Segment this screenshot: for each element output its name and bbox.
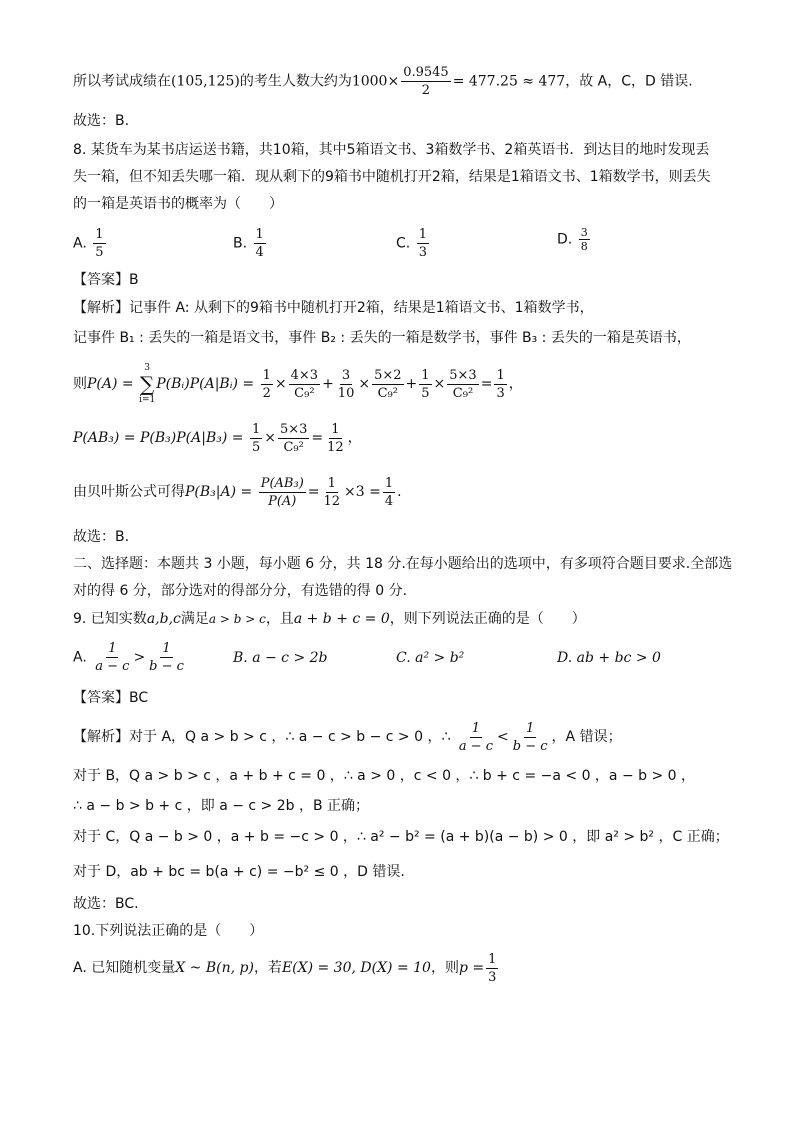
math: ×3 = — [344, 484, 381, 500]
text: ，若 — [253, 960, 282, 976]
numerator: 1 — [384, 475, 394, 491]
question-8-text: 失一箱，但不知丢失哪一箱．现从剩下的9箱书中随机打开2箱，结果是1箱语文书、1箱数学书，则丢失 — [73, 169, 711, 185]
question-8-text: 8. 某货车为某书店运送书籍，共10箱，其中5箱语文书、3箱数学书、2箱英语书．到达目的地时发现丢 — [73, 142, 710, 158]
fraction — [511, 720, 550, 755]
section-2-heading: 对的得 6 分，部分选对的得部分分，有选错的得 0 分. — [73, 583, 408, 599]
math: P(B₃|A) = — [185, 484, 253, 500]
fraction — [336, 367, 357, 402]
solution-8-formula-pa — [73, 362, 734, 406]
q9-option-a — [73, 640, 188, 675]
math: a + b + c = 0 — [293, 611, 390, 627]
text: 9. 已知实数 — [73, 611, 147, 627]
numerator: 1 — [418, 227, 427, 242]
math: P(AB₃) = P(B₃)P(A|B₃) = — [73, 430, 244, 446]
fraction — [457, 720, 495, 755]
section-2-heading: 二、选择题：本题共 3 小题，每小题 6 分，共 18 分.在每小题给出的选项中，有多项符合题目要求.全部选 — [73, 556, 733, 572]
math: × — [264, 430, 276, 446]
text: ，则 — [430, 960, 459, 976]
fraction — [322, 475, 343, 510]
denominator: 2 — [262, 385, 271, 401]
numerator: 3 — [341, 367, 351, 383]
denominator: a − c — [458, 738, 494, 754]
option-label: A. — [73, 649, 87, 666]
math: > — [133, 649, 146, 666]
fraction — [254, 226, 266, 261]
denominator: 3 — [418, 245, 427, 260]
fraction — [147, 640, 186, 675]
text: ， — [508, 376, 523, 392]
numerator: 1 — [331, 421, 340, 437]
q9-option-b: B. a − c > 2b — [233, 650, 328, 666]
numerator: 0.9545 — [403, 65, 449, 80]
math: = — [311, 430, 324, 446]
solution-8-formula-pab3 — [73, 418, 734, 458]
fraction — [579, 226, 590, 253]
denominator: P(A) — [268, 493, 297, 509]
text: A. 已知随机变量 — [73, 960, 176, 976]
math: < — [497, 729, 509, 745]
sum-upper: 3 — [144, 363, 151, 373]
numerator: 1 — [327, 475, 336, 491]
answer-9: 【答案】BC — [73, 690, 149, 706]
solution-9-line: 对于 D，ab + bc = b(a + c) = −b² ≤ 0 ，D 错误. — [73, 864, 405, 880]
q8-option-c — [396, 226, 431, 261]
numerator: 1 — [262, 367, 271, 383]
option-label: A. — [73, 235, 87, 252]
denominator: 12 — [327, 439, 344, 455]
math: = — [307, 484, 320, 500]
solution-9-line — [73, 717, 734, 757]
q8-option-d — [557, 226, 592, 253]
numerator: 5×2 — [374, 367, 402, 383]
fraction — [289, 367, 320, 402]
denominator: 12 — [323, 493, 341, 509]
denominator: 10 — [337, 385, 355, 401]
fraction — [325, 421, 346, 456]
text: 满足 — [180, 611, 209, 627]
denominator: C₉² — [377, 385, 398, 401]
q8-option-b — [233, 226, 268, 261]
math: p = — [458, 960, 485, 976]
math: a,b,c — [146, 611, 181, 627]
math: 1000× — [351, 73, 400, 90]
q8-option-a — [73, 226, 108, 261]
denominator: b − c — [512, 738, 548, 754]
fraction — [278, 421, 309, 456]
math: E(X) = 30, D(X) = 10 — [281, 960, 431, 976]
answer-select-line: 故选：B. — [73, 113, 130, 129]
denominator: C₉² — [294, 385, 315, 401]
answer-8: 【答案】B — [73, 272, 139, 288]
denominator: a − c — [95, 659, 130, 674]
math: a > b > c — [208, 612, 266, 626]
denominator: C₉² — [283, 439, 304, 455]
text: ，A 错误； — [551, 729, 622, 745]
fraction — [93, 640, 131, 675]
text: 由贝叶斯公式可得 — [73, 484, 185, 500]
fraction — [250, 421, 262, 456]
q9-option-c: C. a² > b² — [396, 650, 465, 666]
math: = 477.25 ≈ 477 — [452, 73, 566, 90]
denominator: b − c — [149, 659, 184, 674]
text: 所以考试成绩在 — [73, 73, 171, 90]
denominator: 8 — [580, 240, 588, 253]
option-label: B. — [233, 235, 248, 252]
solution-9-line: ∴ a − b > b + c ，即 a − c > 2b ，B 正确； — [73, 798, 370, 814]
fraction — [486, 951, 498, 986]
denominator: 5 — [95, 245, 104, 260]
numerator: P(AB₃) — [260, 475, 304, 491]
numerator: 1 — [471, 720, 481, 736]
fraction — [261, 367, 273, 402]
text: . — [397, 484, 402, 500]
numerator: 1 — [162, 641, 171, 656]
fraction — [93, 226, 105, 261]
math: + — [322, 376, 334, 392]
text: ，则下列说法正确的是（ ） — [389, 611, 586, 627]
fraction — [401, 64, 451, 99]
numerator: 5×3 — [449, 367, 477, 383]
solution-8-line: 【解析】记事件 A: 从剩下的9箱书中随机打开2箱，结果是1箱语文书、1箱数学书， — [73, 300, 594, 316]
sum-lower: i=1 — [139, 395, 156, 405]
text: 的考生人数大约为 — [239, 73, 352, 90]
question-8-text: 的一箱是英语书的概率为（ ） — [73, 196, 283, 212]
q9-option-d: D. ab + bc > 0 — [557, 650, 661, 666]
fraction — [417, 226, 429, 261]
question-10-text: 10.下列说法正确的是（ ） — [73, 923, 264, 939]
numerator: 5×3 — [279, 421, 308, 437]
answer-select-line: 故选：BC. — [73, 896, 139, 912]
denominator: 4 — [255, 245, 264, 260]
math: = — [480, 376, 493, 392]
solution-8-line: 记事件 B₁ : 丢失的一箱是语文书，事件 B₂ : 丢失的一箱是数学书，事件 B₃ : 丢失的一箱是英语书， — [73, 330, 691, 346]
denominator: 2 — [421, 83, 431, 98]
numerator: 1 — [488, 951, 497, 967]
option-label: D. — [557, 231, 573, 248]
solution-9-line: 对于 C，Q a − b > 0 ，a + b = −c > 0 ，∴ a² − b² = (a + b)(a − b) > 0 ，即 a² > b² ，C 正确； — [73, 829, 729, 845]
conclusion-line — [73, 64, 734, 99]
question-9-text — [73, 608, 734, 630]
fraction — [259, 475, 306, 510]
q10-option-a — [73, 948, 734, 988]
fraction — [372, 367, 403, 402]
denominator: C₉² — [452, 385, 474, 401]
numerator: 1 — [251, 421, 261, 437]
numerator: 1 — [496, 367, 505, 383]
math: P(Bᵢ)P(A|Bᵢ) = — [156, 376, 255, 392]
denominator: 4 — [384, 493, 394, 509]
option-label: C. — [396, 235, 411, 252]
denominator: 3 — [488, 969, 497, 985]
numerator: 1 — [526, 720, 535, 736]
solution-8-formula-bayes — [73, 472, 734, 512]
text: 【解析】对于 A，Q a > b > c ，∴ a − c > b − c > 0 ，∴ — [73, 729, 451, 745]
numerator: 3 — [580, 226, 588, 239]
math: × — [274, 376, 287, 392]
math: × — [433, 376, 446, 392]
fraction — [494, 367, 506, 402]
text: ， — [347, 430, 362, 446]
answer-select-line: 故选：B. — [73, 529, 130, 545]
math: × — [358, 376, 371, 392]
numerator: 4×3 — [290, 367, 319, 383]
math: P(A) = — [87, 376, 134, 392]
text: ，故 A，C，D 错误. — [565, 73, 693, 90]
numerator: 1 — [255, 227, 264, 242]
text: 则 — [73, 376, 87, 392]
numerator: 1 — [421, 367, 430, 383]
math: X ~ B(n, p) — [175, 960, 254, 976]
math: + — [405, 376, 418, 392]
denominator: 5 — [421, 385, 430, 401]
denominator: 3 — [496, 385, 505, 401]
math-interval: (105,125) — [171, 73, 240, 90]
fraction — [419, 367, 431, 402]
fraction — [383, 475, 395, 510]
sigma-icon: ∑ — [140, 372, 155, 396]
fraction — [447, 367, 478, 402]
solution-9-line: 对于 B，Q a > b > c ，a + b + c = 0 ，∴ a > 0 ，c < 0 ，∴ b + c = −a < 0 ，a − b > 0 ， — [73, 768, 696, 784]
numerator: 1 — [108, 641, 117, 656]
text: ，且 — [265, 611, 294, 627]
numerator: 1 — [95, 227, 104, 242]
summation — [139, 362, 155, 406]
denominator: 5 — [251, 439, 261, 455]
